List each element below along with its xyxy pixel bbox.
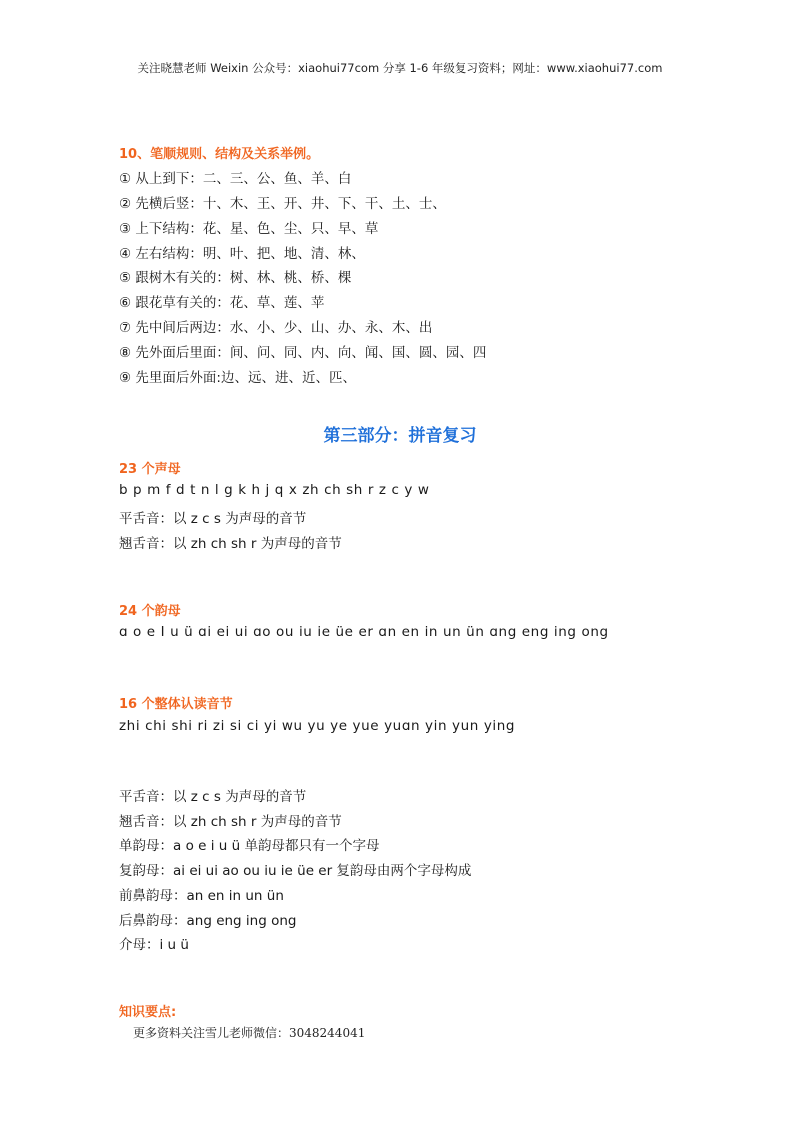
- initials-title: 23 个声母: [119, 462, 181, 477]
- whole-syllables-title: 16 个整体认读音节: [119, 697, 233, 712]
- stroke-rule-item: ① 从上到下：二、三、公、鱼、羊、白: [119, 171, 352, 187]
- stroke-rule-item: ② 先横后竖：十、木、王、开、井、下、干、土、士、: [119, 196, 446, 212]
- summary-line: 后鼻韵母：ang eng ing ong: [119, 913, 297, 929]
- part-3-title: 第三部分：拼音复习: [323, 426, 477, 446]
- summary-line: 翘舌音：以 zh ch sh r 为声母的音节: [119, 814, 342, 830]
- finals-title: 24 个韵母: [119, 604, 181, 619]
- page-header: 关注晓慧老师 Weixin 公众号：xiaohui77com 分享 1-6 年级复习资料；网址：www.xiaohui77.com: [137, 61, 663, 75]
- stroke-rule-item: ⑥ 跟花草有关的：花、草、莲、苹: [119, 295, 325, 311]
- summary-line: 平舌音：以 z c s 为声母的音节: [119, 789, 307, 805]
- knowledge-title: 知识要点:: [119, 1005, 177, 1020]
- stroke-rule-item: ⑨ 先里面后外面:边、远、进、近、匹、: [119, 370, 356, 386]
- flat-tongue-note: 平舌音：以 z c s 为声母的音节: [119, 511, 307, 527]
- summary-line: 介母：i u ü: [119, 937, 189, 953]
- stroke-rule-item: ③ 上下结构：花、星、色、尘、只、早、草: [119, 221, 379, 237]
- section-10-title: 10、笔顺规则、结构及关系举例。: [119, 147, 320, 162]
- finals-list: ɑ o e I u ü ɑi ei ui ɑo ou iu ie üe er ɑn en in un ün ɑng eng ing ong: [119, 624, 609, 640]
- stroke-rule-item: ⑤ 跟树木有关的：树、林、桃、桥、棵: [119, 270, 352, 286]
- initials-list: b p m f d t n l g k h j q x zh ch sh r z c y w: [119, 482, 430, 498]
- retroflex-note: 翘舌音：以 zh ch sh r 为声母的音节: [119, 536, 342, 552]
- stroke-rule-item: ⑧ 先外面后里面：间、问、同、内、向、闻、国、圆、园、四: [119, 345, 487, 361]
- whole-syllables-list: zhi chi shi ri zi si ci yi wu yu ye yue yuɑn yin yun ying: [119, 718, 516, 734]
- summary-line: 前鼻韵母：an en in un ün: [119, 888, 284, 904]
- stroke-rule-item: ④ 左右结构：明、叶、把、地、清、林、: [119, 246, 365, 262]
- summary-line: 复韵母：ai ei ui ao ou iu ie üe er 复韵母由两个字母构成: [119, 863, 472, 879]
- footer-note: 更多资料关注雪儿老师微信：3048244041: [133, 1026, 366, 1040]
- stroke-rule-item: ⑦ 先中间后两边：水、小、少、山、办、永、木、出: [119, 320, 433, 336]
- summary-line: 单韵母：a o e i u ü 单韵母都只有一个字母: [119, 838, 380, 854]
